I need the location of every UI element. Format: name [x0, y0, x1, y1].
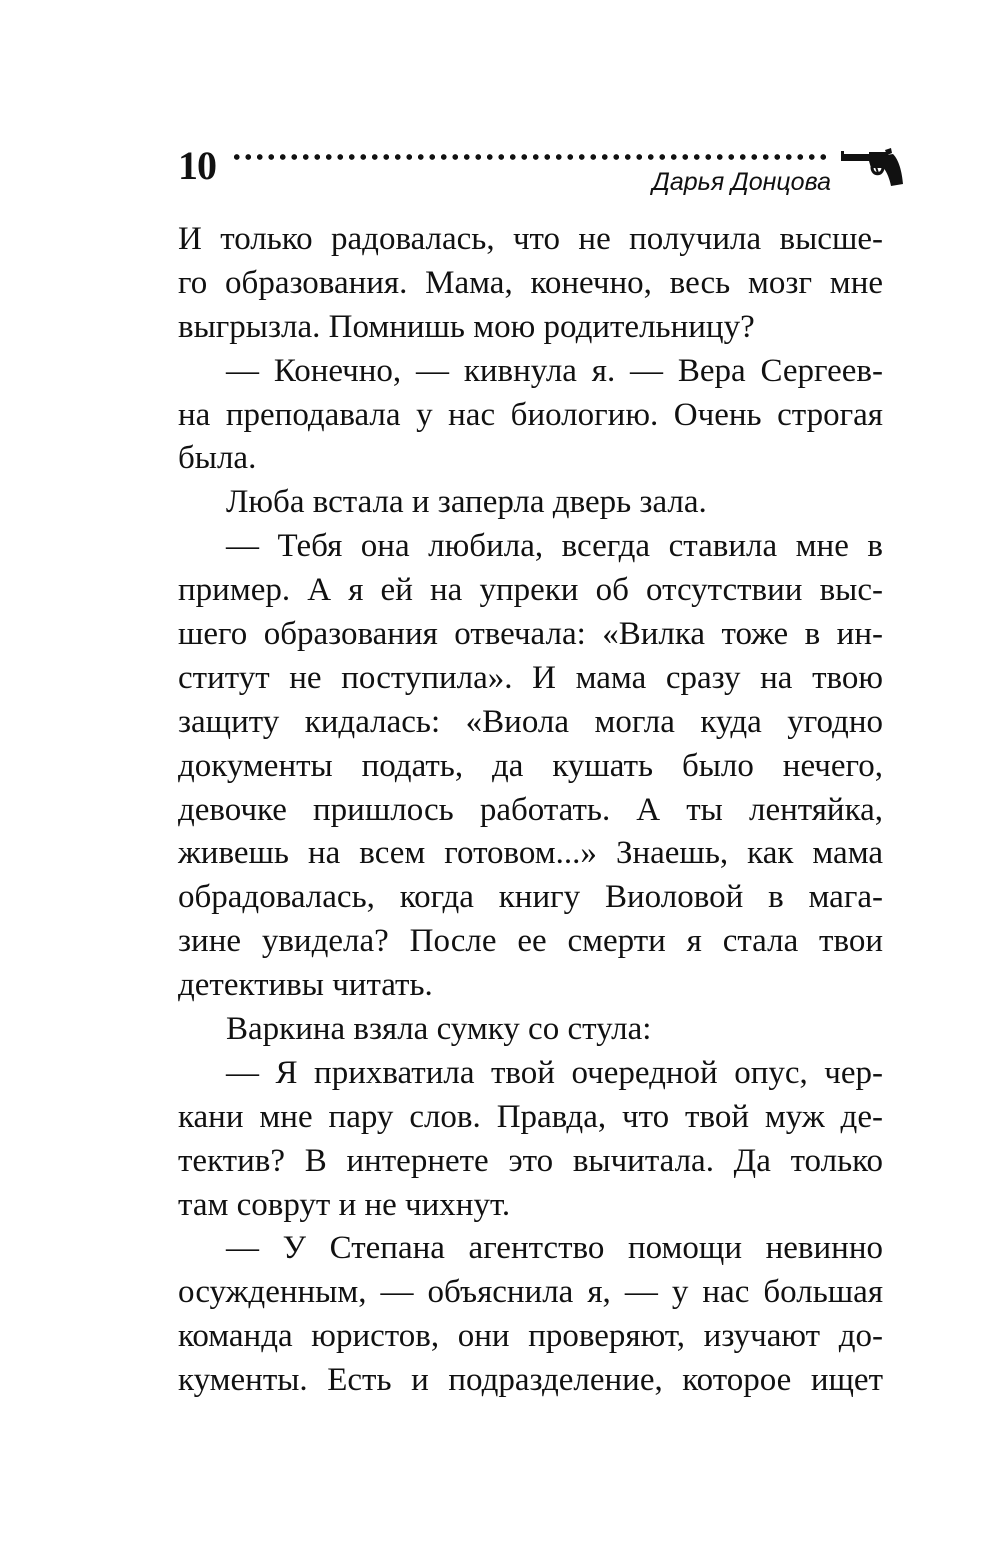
main-text: [178, 218, 883, 1403]
text-line: ститут не поступила». И мама сразу на твою: [178, 659, 883, 696]
text-line: тектив? В интернете это вычитала. Да только: [178, 1142, 883, 1179]
text-line: го образования. Мама, конечно, весь мозг мне: [178, 264, 883, 301]
text-line: живешь на всем готовом...» Знаешь, как мама: [178, 835, 883, 872]
text-line: осужденным, — объяснила я, — у нас большая: [178, 1274, 883, 1311]
text-line: девочке пришлось работать. А ты лентяйка,: [178, 791, 883, 828]
text-line: зине увидела? После ее смерти я стала твои: [178, 923, 883, 960]
text-line: детективы читать.: [178, 967, 433, 1004]
text-line: документы подать, да кушать было нечего,: [178, 747, 883, 784]
text-line: команда юристов, они проверяют, изучают до-: [178, 1318, 883, 1355]
dotted-leader: [231, 152, 831, 162]
text-line: на преподавала у нас биологию. Очень строгая: [178, 396, 883, 433]
author-name: Дарья Донцова: [652, 168, 831, 196]
text-line: — У Степана агентство помощи невинно: [226, 1230, 883, 1267]
revolver-icon: [841, 148, 903, 188]
text-line: — Тебя она любила, всегда ставила мне в: [226, 528, 883, 565]
text-line: там соврут и не чихнут.: [178, 1186, 511, 1223]
text-line: — Конечно, — кивнула я. — Вера Сергеев-: [226, 352, 883, 389]
text-line: кани мне пару слов. Правда, что твой муж де-: [178, 1098, 883, 1135]
text-line: обрадовалась, когда книгу Виоловой в мага-: [178, 879, 883, 916]
text-line: кументы. Есть и подразделение, которое ищет: [178, 1362, 883, 1399]
page-number: 10: [178, 143, 216, 188]
text-line: Варкина взяла сумку со стула:: [226, 1011, 652, 1048]
text-line: — Я прихватила твой очередной опус, чер-: [226, 1054, 883, 1091]
text-line: была.: [178, 440, 257, 477]
text-line: пример. А я ей на упреки об отсутствии выс-: [178, 572, 883, 609]
text-line: Люба встала и заперла дверь зала.: [226, 484, 707, 521]
text-line: шего образования отвечала: «Вилка тоже в ин-: [178, 616, 883, 653]
text-line: защиту кидалась: «Виола могла куда угодно: [178, 703, 883, 740]
text-line: И только радовалась, что не получила высше-: [178, 221, 883, 257]
running-header: [178, 140, 903, 200]
text-line: выгрызла. Помнишь мою родительницу?: [178, 308, 755, 345]
